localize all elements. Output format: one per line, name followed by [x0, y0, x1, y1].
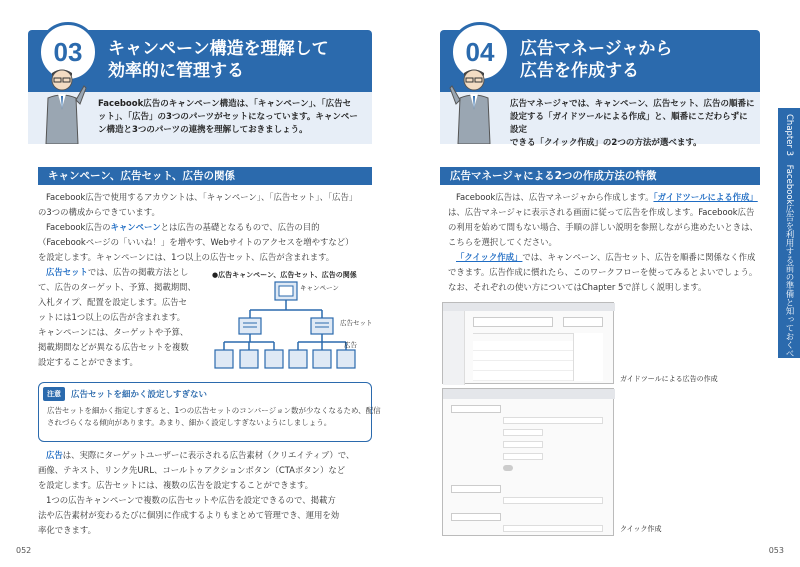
page-number: 052 — [16, 546, 32, 555]
section-number-badge: 04 — [450, 22, 510, 82]
section-title: キャンペーン構造を理解して 効率的に管理する — [108, 39, 329, 81]
subheading-two-methods: 広告マネージャによる2つの作成方法の特徴 — [440, 167, 760, 185]
chapter-side-tab-text: Chapter 3 Facebook広告を利用する前の準備と知っておくべきこと — [784, 114, 794, 384]
diagram-label-adset: 広告セット — [340, 319, 373, 327]
guided-creation-screenshot — [442, 302, 614, 384]
subheading-relationship: キャンペーン、広告セット、広告の関係 — [38, 167, 372, 185]
quick-creation-screenshot — [442, 388, 614, 536]
businessman-icon — [446, 64, 502, 144]
page-number: 053 — [768, 546, 784, 555]
paragraph-ad: 広告は、実際にターゲットユーザーに表示される広告素材（クリエイティブ）で、 画像、テキスト、リンク先URL、コールトゥアクションボタン（CTAボタン）など を設定します。広告セットには、複数の広告を設定することができます。 1つの広告キャンペーンで複数の広告セットや広告を設定できるので、掲載方 法や広告素材が変わるたびに個別に作成するよりもまとめて管理でき、運用を効 率化できます。 — [38, 450, 355, 535]
section-title: 広告マネージャから 広告を作成する — [520, 39, 673, 81]
intro-text: 広告マネージャでは、キャンペーン、広告セット、広告の順番に 設定する「ガイドツールによる作成」と、順番にこだわらずに設定 できる「クイック作成」の2つの方法が選べます。 — [510, 99, 755, 148]
diagram-label-campaign: キャンペーン — [300, 284, 339, 292]
intro-box — [440, 92, 760, 148]
chapter-side-tab — [778, 108, 800, 384]
paragraph-1: Facebook広告で使用するアカウントは、「キャンペーン」、「広告セット」、「広告」 の3つの構成からできています。 Facebook広告のキャンペーンとは広告の基礎となるもので、広告の目的 （Facebookページの「いいね！」を増やす、Webサイトのアクセスを増やすなど） を設定します。キャンペーンには、1つ以上の広告セット、広告が含まれます。 — [38, 192, 358, 262]
caption-guided: ガイドツールによる広告の作成 — [620, 375, 718, 383]
paragraph-adset: 広告セットでは、広告の掲載方法とし て、広告のターゲット、予算、掲載期間、 入札タイプ、配置を設定します。広告セ ットには1つ以上の広告が含まれます。 キャンペーンには、ターゲットや予算、 掲載期間などが異なる広告セットを複数 設定することができます。 — [38, 267, 196, 367]
intro-text: Facebook広告のキャンペーン構造は、「キャンペーン」、「広告セ ット」、「広告」の3つのパーツがセットになっています。キャンペー ン構造と3つのパーツの連携を理解しておきましょう。 — [98, 99, 358, 135]
caution-body: 広告セットを細かく指定しすぎると、1つの広告セットのコンバージョン数が少なくなるため、配信 されづらくなる傾向があります。あまり、細かく設定しすぎないようにしましょう。 — [47, 406, 381, 427]
caution-title: 広告セットを細かく設定しすぎない — [71, 390, 208, 400]
caption-quick: クイック作成 — [620, 525, 662, 533]
paragraph-guided: Facebook広告は、広告マネージャから作成します。「ガイドツールによる作成」 は、広告マネージャに表示される画面に従って広告を作成します。Facebook広告 の利用を始めて間もない場合、手順の詳しい説明を参照しながら進めたいときは、 こちらを選択してください。 「クイック作成」では、キャンペーン、広告セット、広告を順番に関係なく作成 できます。広告作成に慣れたら、このワークフローを使ってみるとよいでしょう。 なお、それぞれの使い方についてはChapter 5で詳しく説明します。 — [448, 192, 758, 292]
diagram-title: ●広告キャンペーン、広告セット、広告の関係 — [212, 271, 357, 279]
caution-badge: 注意 — [43, 387, 65, 401]
section-number-badge: 03 — [38, 22, 98, 82]
diagram-label-ad: 広告 — [344, 341, 357, 349]
